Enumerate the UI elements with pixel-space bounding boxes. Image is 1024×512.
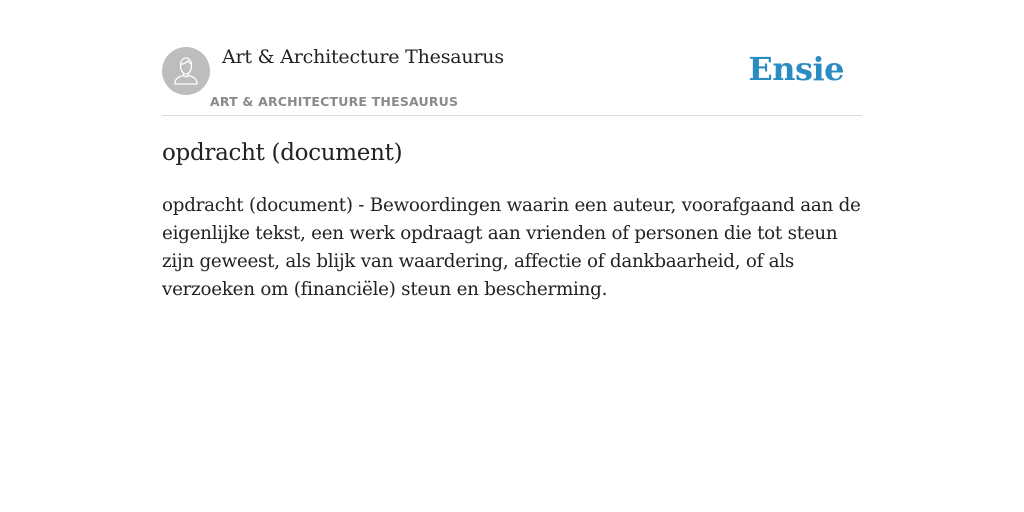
card-header — [162, 0, 862, 116]
definition-text: opdracht (document) - Bewoordingen waarin een auteur, voorafgaand aan de eigenlijke tekst, een werk opdraagt aan vrienden of personen die tot steun zijn geweest, als blijk van waardering, affectie of dankbaarheid, of als verzoeken om (financiële) steun en bescherming. — [162, 195, 861, 300]
user-silhouette-icon — [162, 47, 210, 95]
author-name[interactable]: Art & Architecture Thesaurus — [222, 46, 504, 68]
definition-card — [162, 0, 862, 512]
page-title: opdracht (document) — [162, 140, 403, 166]
author-subtitle[interactable]: ART & ARCHITECTURE THESAURUS — [210, 94, 459, 109]
brand-logo[interactable]: Ensie — [748, 50, 844, 88]
avatar[interactable] — [162, 47, 210, 95]
